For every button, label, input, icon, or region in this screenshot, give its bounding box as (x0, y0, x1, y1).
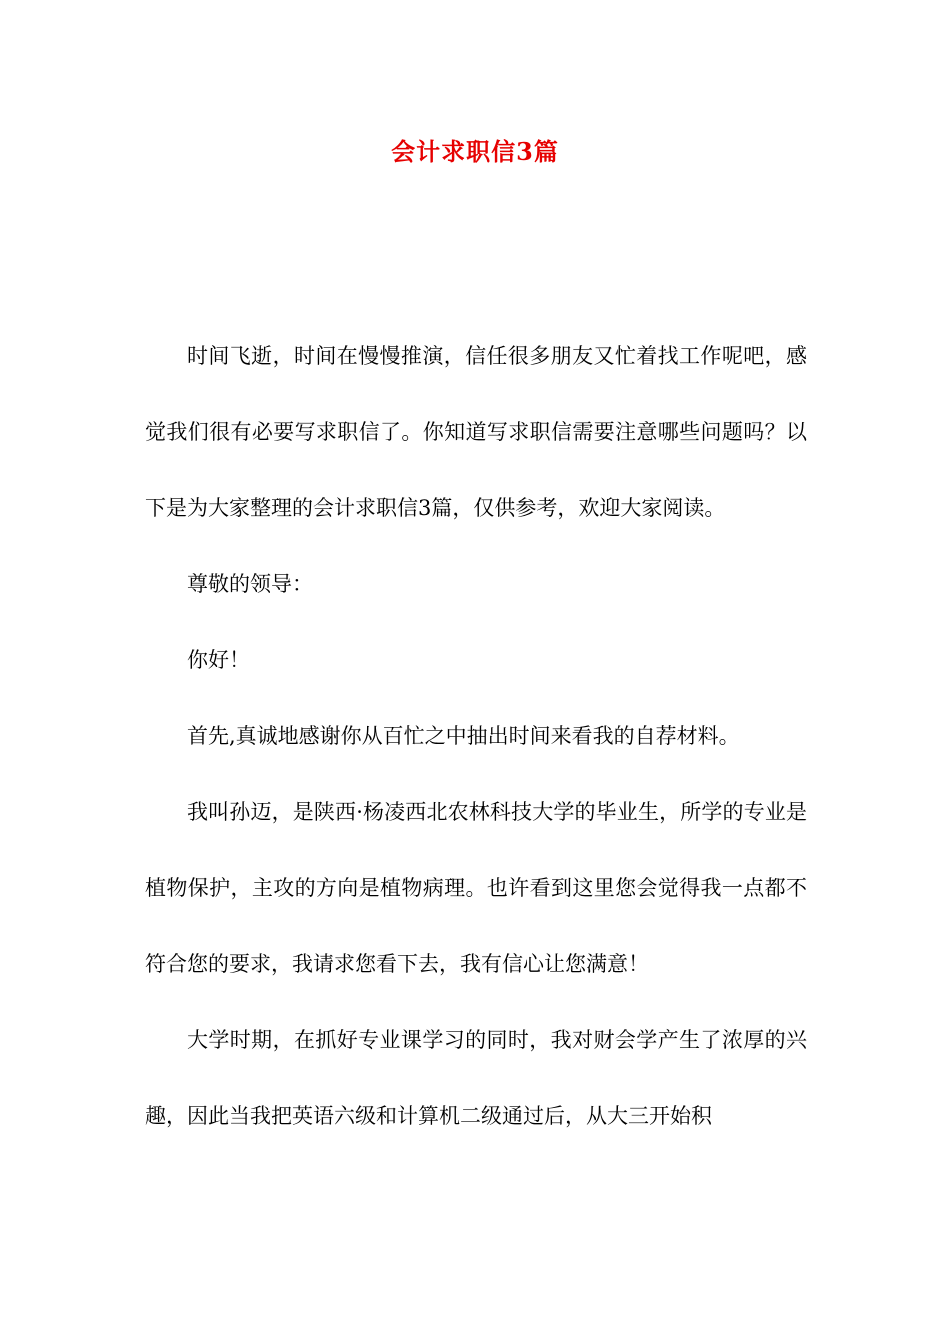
paragraph-thanks: 首先,真诚地感谢你从百忙之中抽出时间来看我的自荐材料。 (187, 724, 740, 748)
paragraph-university: 大学时期，在抓好专业课学习的同时，我对财会学产生了浓厚的兴趣，因此当我把英语六级和计算机二级通过后，从大三开始积 (145, 1028, 807, 1128)
document-body (145, 318, 807, 1154)
paragraph-salutation: 尊敬的领导： (187, 572, 313, 596)
document-title: 会计求职信3篇 (391, 137, 559, 166)
paragraph-intro: 时间飞逝，时间在慢慢推演，信任很多朋友又忙着找工作呢吧，感觉我们很有必要写求职信了。你知道写求职信需要注意哪些问题吗？以下是为大家整理的会计求职信3篇，仅供参考，欢迎大家阅读。 (145, 344, 807, 520)
paragraph-introduction-self: 我叫孙迈，是陕西·杨凌西北农林科技大学的毕业生，所学的专业是植物保护，主攻的方向是植物病理。也许看到这里您会觉得我一点都不符合您的要求，我请求您看下去，我有信心让您满意！ (145, 800, 807, 976)
paragraph-greeting: 你好！ (187, 648, 250, 672)
